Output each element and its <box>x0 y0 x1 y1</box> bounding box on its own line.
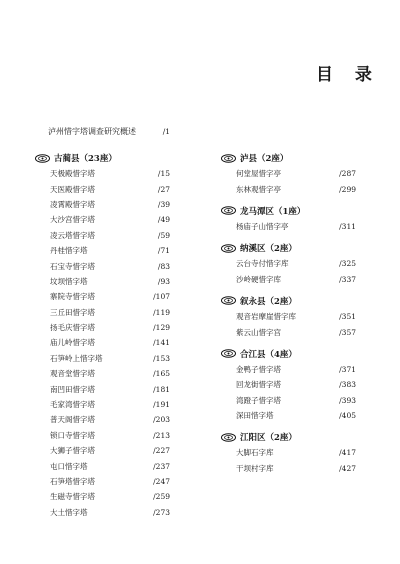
section-heading[interactable] <box>48 150 170 166</box>
entry-label: 泸州惜字塔调查研究概述 <box>48 126 136 136</box>
toc-entry[interactable] <box>234 181 356 196</box>
entry-label: 紫云山惜字宫 <box>236 327 281 337</box>
entry-page: /351 <box>339 312 356 322</box>
toc-entry[interactable] <box>234 309 356 324</box>
entry-label: 石笋岭上惜字塔 <box>50 353 103 363</box>
section-heading[interactable] <box>234 150 356 166</box>
entry-label: 干坝村字库 <box>236 463 274 473</box>
entry-label: 丹桂惜字塔 <box>50 246 88 256</box>
entry-page: /165 <box>153 369 170 379</box>
entry-page: /273 <box>153 507 170 517</box>
toc-entry[interactable] <box>234 272 356 287</box>
toc-entry[interactable] <box>48 181 170 196</box>
toc-entry-intro[interactable] <box>48 124 170 138</box>
entry-label: 回龙街惜字塔 <box>236 380 281 390</box>
toc-entry[interactable] <box>48 243 170 258</box>
toc-section <box>234 240 356 287</box>
section-heading-text: 合江县（4座） <box>240 349 297 360</box>
entry-page: /287 <box>339 169 356 179</box>
entry-page: /93 <box>157 276 170 286</box>
entry-label: 凌云塔惜字塔 <box>50 230 95 240</box>
entry-page: /405 <box>339 411 356 421</box>
toc-entry[interactable] <box>234 166 356 181</box>
toc-entry[interactable] <box>48 397 170 412</box>
entry-label: 大土惜字塔 <box>50 507 88 517</box>
entry-label: 石宝寺惜字塔 <box>50 261 95 271</box>
toc-entry[interactable] <box>48 474 170 489</box>
entry-page: /203 <box>153 415 170 425</box>
section-heading-text: 龙马潭区（1座） <box>240 206 306 217</box>
entry-label: 天医殿惜字塔 <box>50 184 95 194</box>
entry-page: /39 <box>157 199 170 209</box>
entry-label: 南凹田惜字塔 <box>50 384 95 394</box>
section-heading-text: 古蔺县（23座） <box>54 154 117 164</box>
toc-entry[interactable] <box>48 320 170 335</box>
entry-page: /83 <box>157 261 170 271</box>
section-ornament-icon <box>221 296 236 305</box>
entry-label: 坟坝惜字塔 <box>50 276 88 286</box>
entry-label: 寨院寺惜字塔 <box>50 292 95 302</box>
toc-entry[interactable] <box>48 351 170 366</box>
entry-page: /49 <box>157 215 170 225</box>
entry-label: 沙岭硬惜字库 <box>236 274 281 284</box>
entry-label: 大狮子惜字塔 <box>50 446 95 456</box>
entry-label: 观音堂惜字塔 <box>50 369 95 379</box>
toc-entry[interactable] <box>48 305 170 320</box>
toc-entry[interactable] <box>48 412 170 427</box>
toc-section <box>234 150 356 197</box>
toc-entry[interactable] <box>48 443 170 458</box>
section-ornament-icon <box>221 244 236 253</box>
entry-label: 庙儿岭惜字塔 <box>50 338 95 348</box>
section-heading[interactable] <box>234 293 356 309</box>
toc-entry[interactable] <box>48 381 170 396</box>
entry-page: /129 <box>153 323 170 333</box>
section-heading-text: 叙永县（2座） <box>240 296 297 307</box>
toc-section <box>234 429 356 476</box>
section-heading-text: 江阳区（2座） <box>240 433 297 444</box>
page-title: 目 录 <box>316 65 380 85</box>
entry-page: /299 <box>339 184 356 194</box>
toc-entry[interactable] <box>234 445 356 460</box>
entry-page: /393 <box>339 395 356 405</box>
toc-section <box>234 203 356 234</box>
entry-label: 扬毛庆惜字塔 <box>50 323 95 333</box>
section-heading[interactable] <box>234 240 356 256</box>
toc-entry[interactable] <box>48 212 170 227</box>
entry-label: 大沙宫惜字塔 <box>50 215 95 225</box>
entry-label: 观音岩摩崖惜字库 <box>236 312 296 322</box>
section-ornament-icon <box>221 206 236 215</box>
entry-label: 石笋塔惜字塔 <box>50 477 95 486</box>
entry-page: /417 <box>339 448 356 458</box>
toc-entry[interactable] <box>48 258 170 273</box>
entry-label: 生磁寺惜字塔 <box>50 492 95 502</box>
entry-label: 天极殿惜字塔 <box>50 169 95 179</box>
entry-label: 东林观惜字亭 <box>236 184 281 194</box>
toc-entry[interactable] <box>48 197 170 212</box>
toc-entry[interactable] <box>234 362 356 377</box>
entry-page: /371 <box>339 364 356 374</box>
toc-entry[interactable] <box>48 458 170 473</box>
entry-page: /181 <box>153 384 170 394</box>
toc-entry[interactable] <box>48 489 170 504</box>
entry-label: 三丘田惜字塔 <box>50 307 95 317</box>
entry-page: /427 <box>339 463 356 473</box>
entry-label: 凌霄殿惜字塔 <box>50 199 95 209</box>
entry-label: 毛家湾惜字塔 <box>50 400 95 410</box>
entry-label: 湾蹬子惜字塔 <box>236 395 281 405</box>
entry-label: 何堂屋惜字亭 <box>236 169 281 179</box>
toc-entry[interactable] <box>234 219 356 234</box>
section-heading-text: 纳溪区（2座） <box>240 244 297 255</box>
toc-entry[interactable] <box>48 428 170 443</box>
entry-page: /259 <box>153 492 170 502</box>
toc-entry[interactable] <box>234 377 356 392</box>
toc-section <box>234 346 356 424</box>
entry-page: /15 <box>157 169 170 179</box>
entry-page: /383 <box>339 380 356 390</box>
entry-label: 大脚石字库 <box>236 448 274 458</box>
entry-label: 普天阁惜字塔 <box>50 415 95 425</box>
entry-page: /247 <box>153 477 170 486</box>
toc-column-right <box>234 150 356 482</box>
section-heading[interactable] <box>234 429 356 445</box>
toc-entry[interactable] <box>48 166 170 181</box>
toc-entry[interactable] <box>48 335 170 350</box>
toc-column-left <box>48 150 170 526</box>
section-ornament-icon <box>221 349 236 358</box>
entry-page: /325 <box>339 259 356 269</box>
entry-label: 杨庙子山惜字亭 <box>236 221 289 231</box>
toc-entry[interactable] <box>48 289 170 304</box>
toc-section <box>234 293 356 340</box>
entry-page: /357 <box>339 327 356 337</box>
entry-page: /119 <box>153 307 170 317</box>
entry-label: 深田惜字塔 <box>236 411 274 421</box>
entry-page: /141 <box>153 338 170 348</box>
entry-label: 云台寺付惜字库 <box>236 259 289 269</box>
toc-section <box>48 150 170 520</box>
toc-entry[interactable] <box>48 274 170 289</box>
section-heading-text: 泸县（2座） <box>240 154 289 164</box>
entry-label: 屯口惜字塔 <box>50 461 88 471</box>
entry-page: /107 <box>153 292 170 302</box>
section-ornament-icon <box>221 433 236 442</box>
entry-label: 金鸭子惜字塔 <box>236 364 281 374</box>
entry-page: /1 <box>162 126 170 136</box>
section-heading[interactable] <box>234 203 356 219</box>
entry-page: /27 <box>157 184 170 194</box>
toc-entry[interactable] <box>234 408 356 423</box>
section-ornament-icon <box>35 154 50 163</box>
toc-entry[interactable] <box>48 505 170 520</box>
section-heading[interactable] <box>234 346 356 362</box>
toc-entry[interactable] <box>234 461 356 476</box>
toc-entry[interactable] <box>48 228 170 243</box>
toc-entry[interactable] <box>234 393 356 408</box>
entry-page: /191 <box>153 400 170 410</box>
entry-page: /59 <box>157 230 170 240</box>
entry-page: /337 <box>339 274 356 284</box>
entry-page: /311 <box>339 221 356 231</box>
toc-entry[interactable] <box>234 324 356 339</box>
section-ornament-icon <box>221 154 236 163</box>
entry-page: /213 <box>153 430 170 440</box>
entry-label: 锁口寺惜字塔 <box>50 430 95 440</box>
entry-page: /153 <box>153 353 170 363</box>
entry-page: /237 <box>153 461 170 471</box>
entry-page: /71 <box>157 246 170 256</box>
entry-page: /227 <box>153 446 170 456</box>
toc-entry[interactable] <box>48 366 170 381</box>
toc-entry[interactable] <box>234 256 356 271</box>
